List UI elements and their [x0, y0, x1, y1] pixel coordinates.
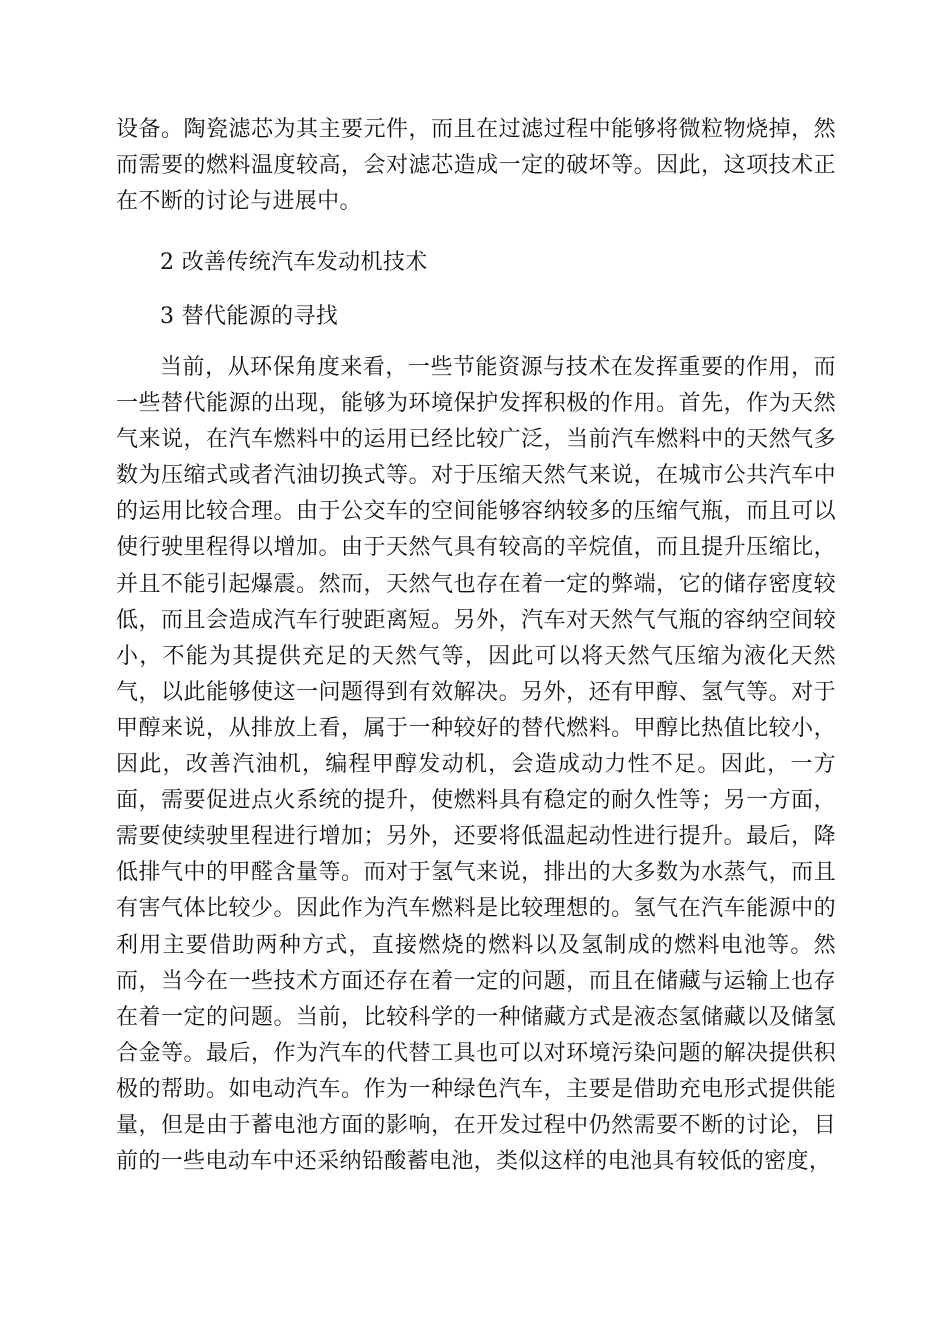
paragraph-continued: 设备。陶瓷滤芯为其主要元件，而且在过滤过程中能够将微粒物烧掉，然而需要的燃料温度较高，会对滤芯造成一定的破坏等。因此，这项技术正在不断的讨论与进展中。 — [116, 117, 836, 215]
section-heading-2: 2 改善传统汽车发动机技术 — [160, 250, 428, 275]
paragraph-alternative-energy: 当前，从环保角度来看，一些节能资源与技术在发挥重要的作用，而一些替代能源的出现，能够为环境保护发挥积极的作用。首先，作为天然气来说，在汽车燃料中的运用已经比较广泛，当前汽车燃料中的天然气多数为压缩式或者汽油切换式等。对于压缩天然气来说，在城市公共汽车中的运用比较合理。由于公交车的空间能够容纳较多的压缩气瓶，而且可以使行驶里程得以增加。由于天然气具有较高的辛烷值，而且提升压缩比，并且不能引起爆震。然而，天然气也存在着一定的弊端，它的储存密度较低，而且会造成汽车行驶距离短。另外，汽车对天然气气瓶的容纳空间较小，不能为其提供充足的天然气等，因此可以将天然气压缩为液化天然气，以此能够使这一问题得到有效解决。另外，还有甲醇、氢气等。对于甲醇来说，从排放上看，属于一种较好的替代燃料。甲醇比热值比较小，因此，改善汽油机，编程甲醇发动机，会造成动力性不足。因此，一方面，需要促进点火系统的提升，使燃料具有稳定的耐久性等；另一方面，需要使续驶里程进行增加；另外，还要将低温起动性进行提升。最后，降低排气中的甲醛含量等。而对于氢气来说，排出的大多数为水蒸气，而且有害气体比较少。因此作为汽车燃料是比较理想的。氢气在汽车能源中的利用主要借助两种方式，直接燃烧的燃料以及氢制成的燃料电池等。然而，当今在一些技术方面还存在着一定的问题，而且在储藏与运输上也存在着一定的问题。当前，比较科学的一种储藏方式是液态氢储藏以及储氢合金等。最后，作为汽车的代替工具也可以对环境污染问题的解决提供积极的帮助。如电动汽车。作为一种绿色汽车，主要是借助充电形式提供能量，但是由于蓄电池方面的影响，在开发过程中仍然需要不断的讨论，目前的一些电动车中还采纳铅酸蓄电池，类似这样的电池具有较低的密度， — [116, 355, 836, 1175]
section-heading-3: 3 替代能源的寻找 — [160, 304, 339, 329]
